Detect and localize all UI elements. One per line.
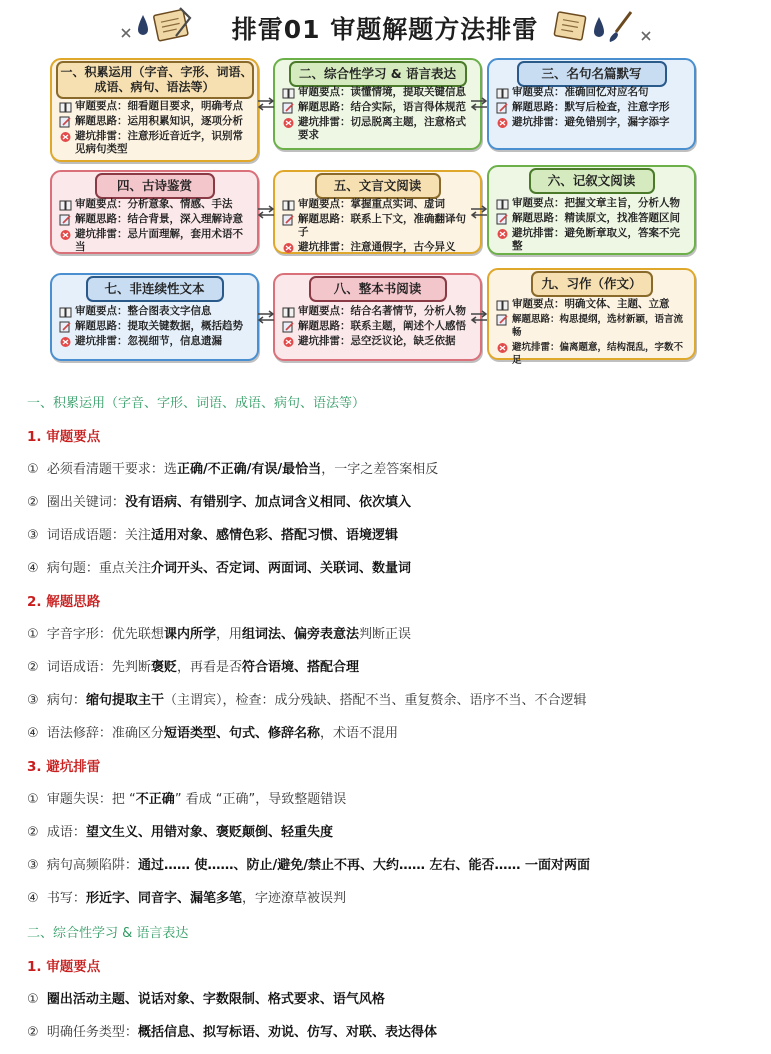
warning-icon xyxy=(59,131,72,143)
card-title: 七、非连续性文本 xyxy=(86,276,224,302)
card-narrative-reading xyxy=(487,165,696,255)
card-row-pitfall: 避坑排雷：注意通假字，古今异义 xyxy=(282,241,475,254)
card-row-approach: 解题思路：构思提纲，选材新颖，语言流畅 xyxy=(496,313,689,339)
card-row-pitfall: 避坑排雷：忌空泛议论，缺乏依据 xyxy=(282,335,475,348)
pencil-note-icon xyxy=(282,214,295,226)
list-item: ① 圈出活动主题、说话对象、字数限制、格式要求、语气风格 xyxy=(27,992,385,1007)
pencil-note-icon xyxy=(282,102,295,114)
warning-icon xyxy=(282,117,295,129)
page-title: 排雷01 审题解题方法排雷 xyxy=(231,15,539,44)
list-item: ③ 病句高频陷阱：通过…… 使……、防止/避免/禁止不再、大约…… 左右、能否…… 一面对两面 xyxy=(27,858,591,873)
card-row-approach: 解题思路：结合背景，深入理解诗意 xyxy=(59,213,252,226)
card-row-pitfall: 避坑排雷：注意形近音近字，识别常见病句类型 xyxy=(59,130,252,156)
card-row-approach: 解题思路：默写后检查，注意字形 xyxy=(496,101,689,114)
book-icon xyxy=(282,87,295,99)
list-item: ③ 病句：缩句提取主干（主谓宾），检查：成分残缺、搭配不当、重复赘余、语序不当、不合逻辑 xyxy=(27,693,587,708)
book-icon xyxy=(59,306,72,318)
double-arrow-icon xyxy=(469,97,489,111)
card-title: 五、文言文阅读 xyxy=(315,173,441,199)
list-item: ① 字音字形：优先联想课内所学，用组词法、偏旁表意法判断正误 xyxy=(27,627,411,642)
book-icon xyxy=(282,306,295,318)
card-row-requirement: 审题要点：分析意象、情感、手法 xyxy=(59,198,252,211)
sparkle-icon xyxy=(120,27,132,39)
book-icon xyxy=(496,198,509,210)
card-title: 四、古诗鉴赏 xyxy=(95,173,215,199)
card-row-approach: 解题思路：联系主题，阐述个人感悟 xyxy=(282,320,475,333)
card-row-requirement: 审题要点：把握文章主旨，分析人物 xyxy=(496,197,689,210)
scroll-icon xyxy=(552,8,590,44)
card-non-continuous-text xyxy=(50,273,259,361)
double-arrow-icon xyxy=(256,310,276,324)
pencil-note-icon xyxy=(59,214,72,226)
warning-icon xyxy=(282,242,295,254)
warning-icon xyxy=(496,228,509,240)
double-arrow-icon xyxy=(256,97,276,111)
card-title xyxy=(56,61,254,99)
list-item: ② 明确任务类型：概括信息、拟写标语、劝说、仿写、对联、表达得体 xyxy=(27,1025,437,1040)
list-item: ② 词语成语：先判断褒贬，再看是否符合语境、搭配合理 xyxy=(27,660,359,675)
card-row-approach: 解题思路：运用积累知识，逐项分析 xyxy=(59,115,252,128)
scroll-icon xyxy=(150,6,194,46)
list-item: ④ 语法修辞：准确区分短语类型、句式、修辞名称，术语不混用 xyxy=(27,726,398,741)
sparkle-icon xyxy=(640,30,652,42)
card-row-requirement: 审题要点：读懂情境，提取关键信息 xyxy=(282,86,475,99)
card-row-approach: 解题思路：结合实际，语言得体规范 xyxy=(282,101,475,114)
card-row-pitfall: 避坑排雷：偏离题意，结构混乱，字数不足 xyxy=(496,341,689,367)
card-row-pitfall: 避坑排雷：忌片面理解，套用术语不当 xyxy=(59,228,252,254)
pencil-note-icon xyxy=(59,116,72,128)
card-classical-chinese xyxy=(273,170,482,254)
card-title-line-2: 成语、病句、语法等） xyxy=(94,80,215,94)
card-recitation xyxy=(487,58,696,150)
list-item: ② 圈出关键词：没有语病、有错别字、加点词含义相同、依次填入 xyxy=(27,495,411,510)
card-row-requirement: 审题要点：明确文体、主题、立意 xyxy=(496,298,689,311)
section-heading: 二、综合性学习 & 语言表达 xyxy=(27,926,189,941)
card-row-requirement: 审题要点：细看题目要求，明确考点 xyxy=(59,100,252,113)
book-icon xyxy=(496,299,509,311)
card-title: 八、整本书阅读 xyxy=(309,276,447,302)
card-composition xyxy=(487,268,696,366)
pencil-note-icon xyxy=(282,321,295,333)
card-title: 九、习作（作文） xyxy=(531,271,653,297)
card-poetry xyxy=(50,170,259,254)
ink-drop-icon xyxy=(137,14,149,36)
subsection-heading: 2. 解题思路 xyxy=(27,594,101,610)
warning-icon xyxy=(282,336,295,348)
card-row-requirement: 审题要点：结合名著情节，分析人物 xyxy=(282,305,475,318)
brush-icon xyxy=(606,10,636,44)
card-row-requirement: 审题要点：准确回忆对应名句 xyxy=(496,86,689,99)
card-accumulation xyxy=(50,58,259,162)
list-item: ④ 书写：形近字、同音字、漏笔多笔，字迹潦草被误判 xyxy=(27,891,346,906)
book-icon xyxy=(59,199,72,211)
list-item: ③ 词语成语题：关注适用对象、感情色彩、搭配习惯、语境逻辑 xyxy=(27,528,398,543)
double-arrow-icon xyxy=(256,205,276,219)
card-row-pitfall: 避坑排雷：避免错别字，漏字添字 xyxy=(496,116,689,129)
warning-icon xyxy=(496,342,509,354)
book-icon xyxy=(282,199,295,211)
list-item: ① 必须看清题干要求：选正确/不正确/有误/最恰当，一字之差答案相反 xyxy=(27,462,439,477)
card-title: 二、综合性学习 & 语言表达 xyxy=(289,61,467,87)
pencil-note-icon xyxy=(496,314,509,326)
card-row-approach: 解题思路：提取关键数据，概括趋势 xyxy=(59,320,252,333)
card-comprehensive xyxy=(273,58,482,150)
card-title: 三、名句名篇默写 xyxy=(517,61,667,87)
card-whole-book-reading xyxy=(273,273,482,361)
list-item: ① 审题失误：把 “不正确” 看成 “正确”，导致整题错误 xyxy=(27,792,347,807)
subsection-heading: 1. 审题要点 xyxy=(27,429,101,445)
card-row-requirement: 审题要点：整合图表文字信息 xyxy=(59,305,252,318)
card-title: 六、记叙文阅读 xyxy=(529,168,655,194)
subsection-heading: 1. 审题要点 xyxy=(27,959,101,975)
card-row-pitfall: 避坑排雷：切忌脱离主题，注意格式要求 xyxy=(282,116,475,142)
card-title-line-1: 一、积累运用（字音、字形、词语、 xyxy=(60,65,253,79)
card-row-pitfall: 避坑排雷：忽视细节，信息遗漏 xyxy=(59,335,252,348)
card-row-approach: 解题思路：联系上下文，准确翻译句子 xyxy=(282,213,475,239)
pencil-note-icon xyxy=(59,321,72,333)
pencil-note-icon xyxy=(496,102,509,114)
card-row-requirement: 审题要点：掌握重点实词、虚词 xyxy=(282,198,475,211)
book-icon xyxy=(496,87,509,99)
pencil-note-icon xyxy=(496,213,509,225)
subsection-heading: 3. 避坑排雷 xyxy=(27,759,101,775)
warning-icon xyxy=(496,117,509,129)
warning-icon xyxy=(59,229,72,241)
page-header xyxy=(0,0,771,52)
book-icon xyxy=(59,101,72,113)
list-item: ② 成语：望文生义、用错对象、褒贬颠倒、轻重失度 xyxy=(27,825,333,840)
card-row-pitfall: 避坑排雷：避免断章取义，答案不完整 xyxy=(496,227,689,253)
double-arrow-icon xyxy=(469,310,489,324)
ink-drop-icon xyxy=(593,16,605,38)
double-arrow-icon xyxy=(469,205,489,219)
card-row-approach: 解题思路：精读原文，找准答题区间 xyxy=(496,212,689,225)
warning-icon xyxy=(59,336,72,348)
list-item: ④ 病句题：重点关注介词开头、否定词、两面词、关联词、数量词 xyxy=(27,561,411,576)
section-heading: 一、积累运用（字音、字形、词语、成语、病句、语法等） xyxy=(27,396,366,411)
